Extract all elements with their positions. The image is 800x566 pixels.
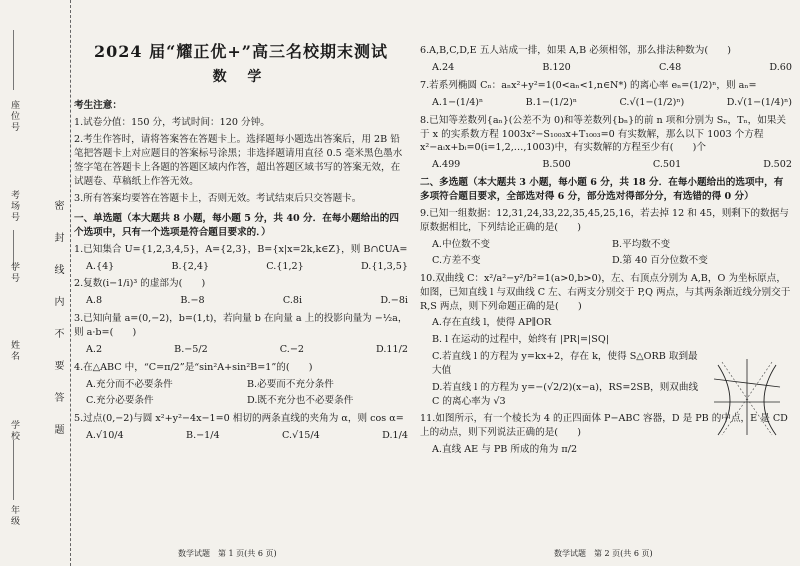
option: C.√15/4: [282, 429, 320, 441]
page-2-footer: 数学试题 第 2 页(共 6 页): [554, 549, 653, 558]
question-3: 3.已知向量 a=(0,−2)，b=(1,t)，若向量 b 在向量 a 上的投影向量为 −½a，则 a·b=( ): [74, 313, 408, 339]
question-10: 10.双曲线 C：x²/a²−y²/b²=1(a>0,b>0)，左、右顶点分别为 A,B，O 为坐标原点，如图，已知直线 l 与双曲线 C 左、右两支分别交于 P,Q 两点，与其两条渐近线分别交于 R,S 两点，则下列命题正确的是( ): [420, 272, 791, 312]
option: D.既不充分也不必要条件: [247, 394, 354, 406]
option: C.8i: [282, 295, 303, 307]
option: B.−8: [180, 295, 205, 307]
option: C.−2: [279, 344, 304, 356]
seat-line: [13, 30, 14, 90]
question-11: 11.如图所示，有一个棱长为 4 的正四面体 P−ABC 容器，D 是 PB 的中点，E 是 CD 上的动点，则下列说法正确的是( ): [420, 412, 788, 438]
question-1-options: [86, 260, 408, 274]
note-3: 3.所有答案均要答在答题卡上，否则无效。考试结束后只交答题卡。: [74, 192, 362, 204]
option: B.120: [542, 61, 571, 73]
subject-title: 数 学: [212, 69, 270, 86]
question-2-options: [86, 294, 408, 308]
class-no-label: 学号: [9, 262, 19, 284]
question-10-options: [420, 316, 700, 408]
grade-label: 年级: [9, 505, 19, 527]
left-branch: [718, 365, 730, 435]
question-5: 5.过点(0,−2)与圆 x²+y²−4x−1=0 相切的两条直线的夹角为 α，则 cos α=: [74, 412, 404, 424]
option: B.500: [542, 159, 571, 171]
question-3-options: [86, 343, 408, 357]
option: A.2: [86, 344, 103, 356]
option: D.1/4: [382, 429, 408, 441]
option: D.第 40 百分位数不变: [612, 254, 708, 266]
option: B.1−(1/2)ⁿ: [525, 96, 577, 108]
question-7-options: [432, 96, 792, 110]
option: C.√(1−(1/2)ⁿ): [619, 96, 685, 108]
seat-label: 座位号: [9, 100, 19, 133]
question-1: 1.已知集合 U={1,2,3,4,5}，A={2,3}，B={x|x=2k,k∈Z}，则 B∩∁UA=: [74, 243, 408, 255]
option: A.√10/4: [86, 429, 124, 441]
school-label: 学校: [9, 420, 19, 442]
option: B.平均数不变: [612, 238, 671, 250]
option: A.24: [432, 61, 455, 73]
option: D.√(1−(1/4)ⁿ): [726, 96, 792, 108]
question-4-options: [86, 378, 408, 408]
option: A.存在直线 l，使得 AP∥OR: [432, 317, 552, 329]
page-1-footer: 数学试题 第 1 页(共 6 页): [178, 549, 277, 558]
exam-room-label: 考场号: [9, 190, 19, 223]
option: D.−8i: [380, 295, 408, 307]
option: D.若直线 l 的方程为 y=−(√2/2)(x−a)，RS=2SB，则双曲线 C 的离心率为 √3: [432, 382, 699, 407]
question-9-options: [432, 238, 792, 268]
question-8: 8.已知等差数列{aₙ}(公差不为 0)和等差数列{bₙ}的前 n 项和分别为 Sₙ，Tₙ，如果关于 x 的实系数方程 1003x²−S₁₀₀₃x+T₁₀₀₃=0 有实数解，那么以下 1003 个方程 x²−aᵢx+bᵢ=0(i=1,2,…,1003)中，有实数解的方程至少有( )个: [420, 114, 786, 154]
name-label: 姓名: [9, 340, 19, 362]
section-1-heading: 一、单选题（本大题共 8 小题，每小题 5 分，共 40 分．在每小题给出的四个选项中，只有一个选项是符合题目要求的．）: [74, 212, 399, 238]
option: A.8: [86, 295, 103, 307]
option: D.11/2: [376, 344, 408, 356]
option: B.必要而不充分条件: [247, 378, 334, 390]
question-9: 9.已知一组数据：12,31,24,33,22,35,45,25,16，若去掉 12 和 45，则剩下的数据与原数据相比，下列结论正确的是( ): [420, 208, 789, 233]
option: B. l 在运动的过程中，始终有 |PR|=|SQ|: [432, 334, 609, 346]
option: D.502: [763, 159, 792, 171]
option: A.{4}: [86, 260, 115, 272]
school-line: [13, 440, 14, 500]
option: A.1−(1/4)ⁿ: [432, 96, 484, 108]
question-6: 6.A,B,C,D,E 五人站成一排，如果 A,B 必须相邻，那么排法种数为( ): [420, 45, 731, 56]
question-4: 4.在△ABC 中，“C=π/2”是“sin²A+sin²B=1”的( ): [74, 361, 313, 373]
option: B.{2,4}: [171, 260, 210, 272]
seal-warning: 密封线内不要答题: [52, 200, 63, 456]
note-2: 2.考生作答时，请将答案答在答题卡上。选择题每小题选出答案后，用 2B 铅笔把答题卡上对应题目的答案标号涂黑；非选择题请用直径 0.5 毫米黑色墨水签字笔在答题卡上各题的答题区域内作答，超出答题区域书写的答案无效，在试题卷、草稿纸上作答无效。: [74, 134, 403, 188]
option: D.60: [769, 61, 792, 73]
note-1: 1.试卷分值：150 分，考试时间：120 分钟。: [74, 117, 270, 129]
binding-strip: [0, 0, 71, 566]
option: C.48: [658, 61, 682, 73]
option: C.充分必要条件: [86, 394, 154, 406]
question-5-options: [86, 429, 408, 443]
option: A.中位数不变: [432, 238, 490, 250]
option: B.−1/4: [186, 429, 220, 441]
right-branch: [764, 365, 776, 435]
page-1-column: [74, 40, 408, 447]
option: A.直线 AE 与 PB 所成的角为 π/2: [432, 443, 578, 455]
option: C.{1,2}: [266, 260, 304, 272]
option: C.501: [652, 159, 682, 171]
option: D.{1,3,5}: [360, 260, 408, 272]
option: C.方差不变: [432, 254, 481, 266]
question-8-options: [432, 158, 792, 172]
option: A.499: [432, 159, 461, 171]
option: C.若直线 l 的方程为 y=kx+2，存在 k，使得 S△ORB 取到最大值: [432, 351, 698, 377]
question-6-options: [432, 61, 792, 75]
question-7: 7.若系列椭圆 Cₙ：aₙx²+y²=1(0<aₙ<1,n∈N*) 的离心率 eₙ=(1/2)ⁿ，则 aₙ=: [420, 79, 757, 91]
notes-heading: 考生注意：: [74, 100, 122, 112]
option: B.−5/2: [174, 344, 208, 356]
hyperbola-figure: [712, 357, 782, 437]
section-2-heading: 二、多选题（本大题共 3 小题，每小题 6 分，共 18 分．在每小题给出的选项中，有多项符合题目要求，全部选对得 6 分，部分选对得部分分，有选错的得 0 分）: [420, 177, 784, 203]
option: A.充分而不必要条件: [86, 378, 173, 390]
question-2: 2.复数(i−1/i)³ 的虚部为( ): [74, 278, 206, 290]
exam-title: 2024 届“耀正优+”高三名校期末测试: [94, 42, 388, 61]
